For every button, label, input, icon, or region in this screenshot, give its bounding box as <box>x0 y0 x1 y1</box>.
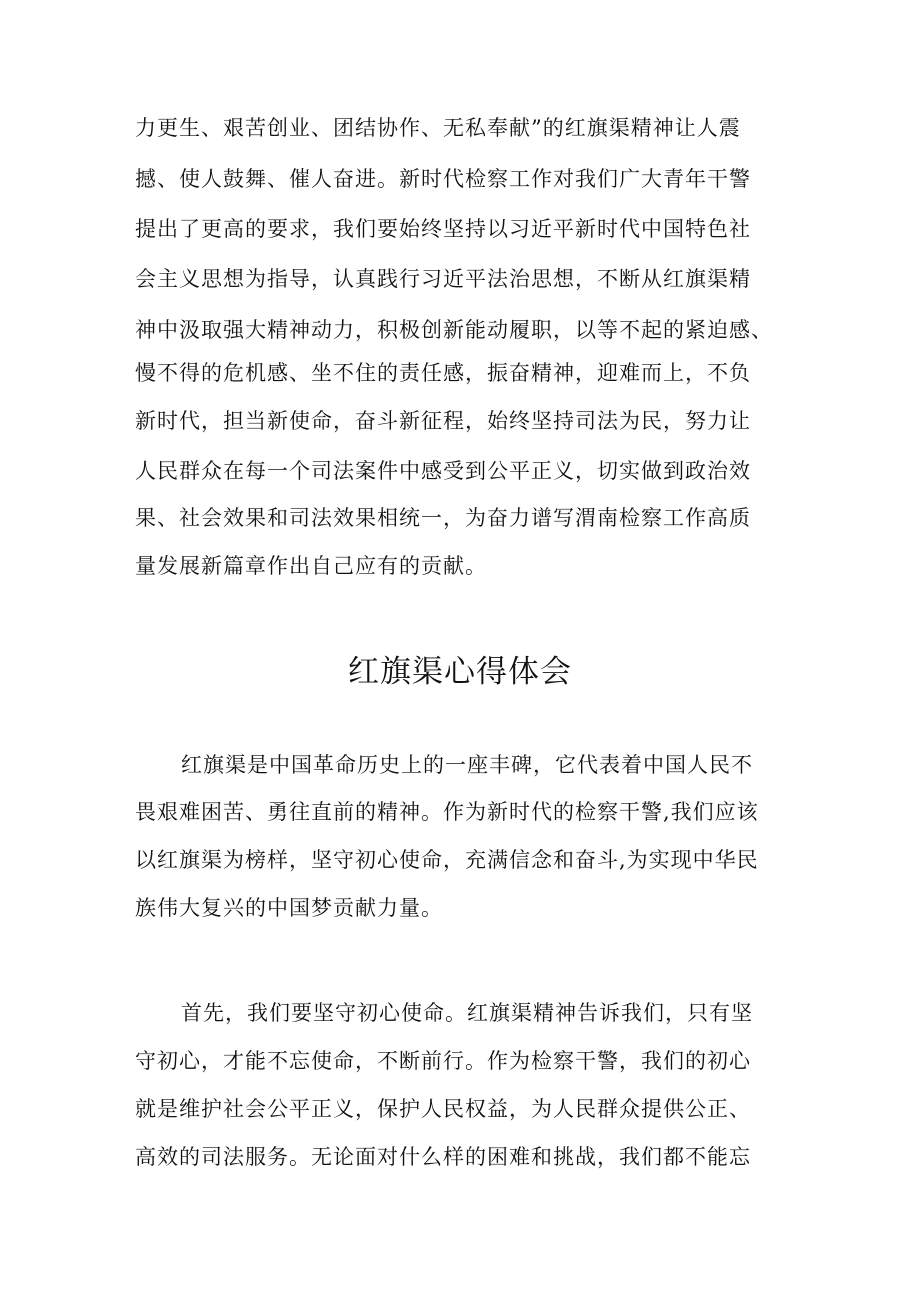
paragraph-1-line: 力更生、艰苦创业、团结协作、无私奉献”的红旗渠精神让人震 <box>135 116 741 140</box>
paragraph-2-line: 畏艰难困苦、勇往直前的精神。作为新时代的检察干警,我们应该 <box>135 800 759 824</box>
paragraph-1-line: 神中汲取强大精神动力，积极创新能动履职，以等不起的紧迫感、 <box>135 318 773 342</box>
paragraph-1-line: 新时代，担当新使命，奋斗新征程，始终坚持司法为民，努力让 <box>135 409 751 433</box>
paragraph-1-line: 量发展新篇章作出自己应有的贡献。 <box>135 554 487 578</box>
paragraph-1-line: 果、社会效果和司法效果相统一，为奋力谱写渭南检察工作高质 <box>135 506 751 530</box>
paragraph-1-line: 会主义思想为指导，认真践行习近平法治思想，不断从红旗渠精 <box>135 267 751 291</box>
paragraph-1-line: 提出了更高的要求，我们要始终坚持以习近平新时代中国特色社 <box>135 217 751 241</box>
paragraph-3-line: 就是维护社会公平正义，保护人民权益，为人民群众提供公正、 <box>135 1097 751 1121</box>
section-title: 红旗渠心得体会 <box>348 654 572 690</box>
paragraph-2-line: 以红旗渠为榜样，坚守初心使命，充满信念和奋斗,为实现中华民 <box>135 848 759 872</box>
paragraph-2-line: 红旗渠是中国革命历史上的一座丰碑，它代表着中国人民不 <box>181 753 753 777</box>
paragraph-2-line: 族伟大复兴的中国梦贡献力量。 <box>135 896 443 920</box>
paragraph-3-line: 守初心，才能不忘使命，不断前行。作为检察干警，我们的初心 <box>135 1049 751 1073</box>
paragraph-3-line: 首先，我们要坚守初心使命。红旗渠精神告诉我们，只有坚 <box>181 1001 753 1025</box>
paragraph-1-line: 撼、使人鼓舞、催人奋进。新时代检察工作对我们广大青年干警 <box>135 167 751 191</box>
paragraph-3-line: 高效的司法服务。无论面对什么样的困难和挑战，我们都不能忘 <box>135 1145 751 1169</box>
paragraph-1-line: 慢不得的危机感、坐不住的责任感，振奋精神，迎难而上，不负 <box>135 361 751 385</box>
paragraph-1-line: 人民群众在每一个司法案件中感受到公平正义，切实做到政治效 <box>135 459 751 483</box>
